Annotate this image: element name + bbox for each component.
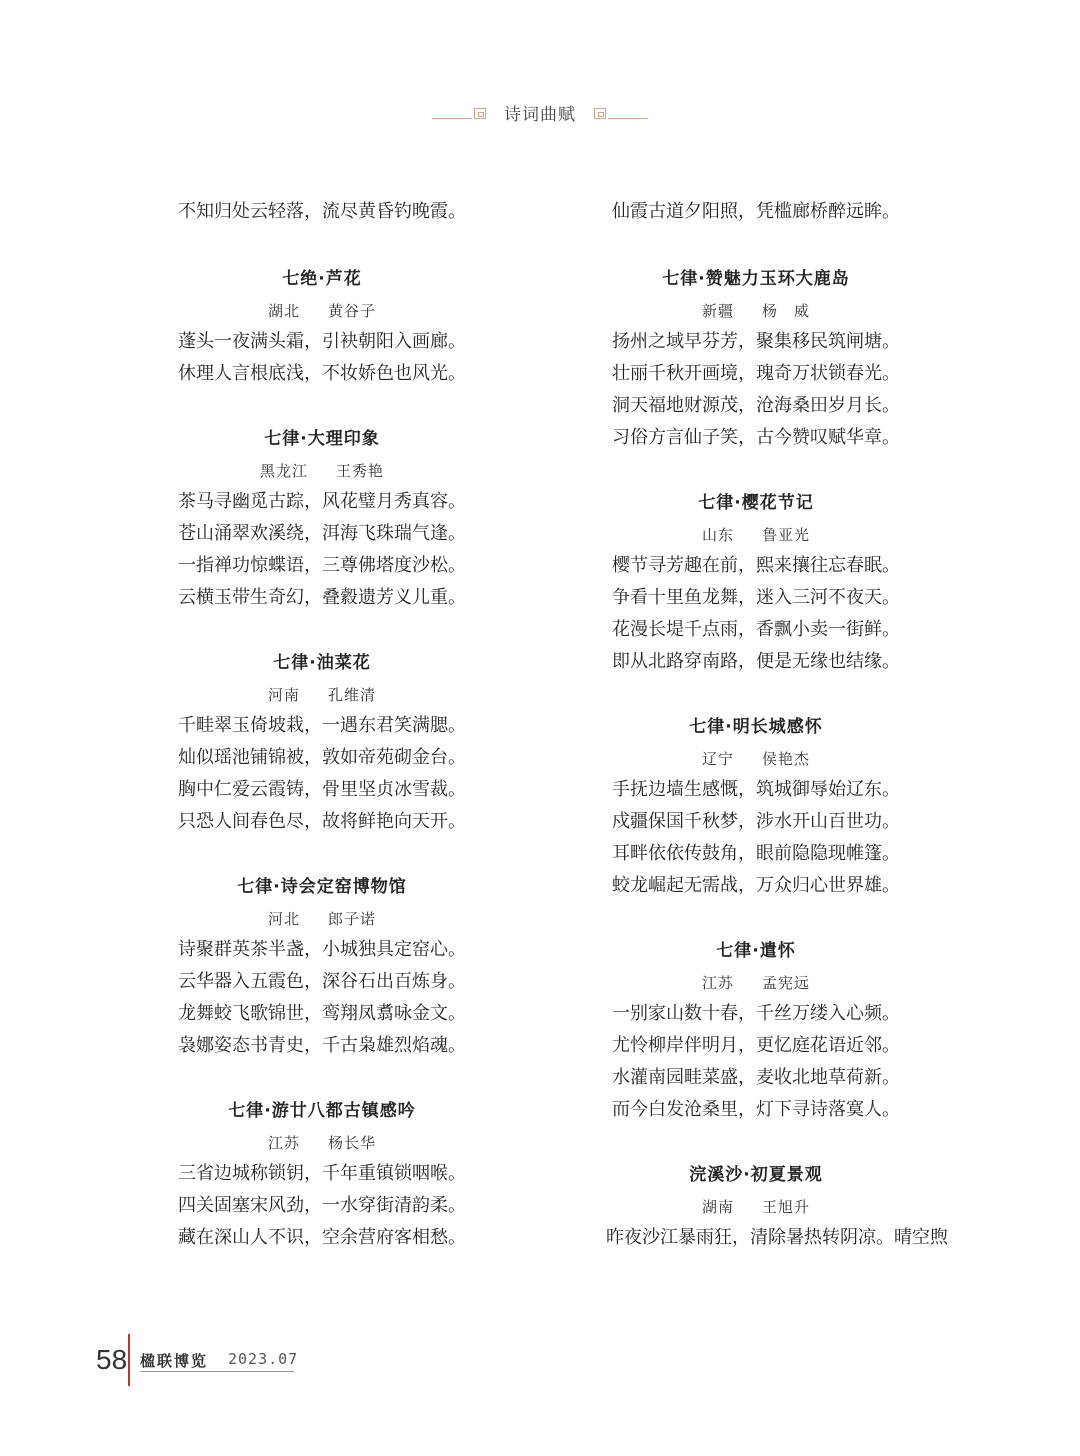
author-region: 新疆 — [701, 302, 734, 320]
author-name: 鲁亚光 — [762, 526, 811, 544]
poem-list-left — [172, 262, 472, 1254]
poem — [172, 262, 472, 390]
poem-title: 浣溪沙·初夏景观 — [689, 1165, 823, 1185]
section-header — [0, 98, 1080, 132]
poem — [606, 486, 906, 678]
author-region: 江苏 — [267, 1134, 300, 1152]
author-region: 河北 — [267, 910, 300, 928]
poem-byline — [606, 1192, 906, 1222]
poem-line: 藏在深山人不识，空余营府客相愁。 — [178, 1227, 466, 1248]
poem-line: 千畦翠玉倚坡栽，一遇东君笑满腮。 — [178, 715, 466, 736]
poem-title: 七律·遣怀 — [716, 941, 796, 961]
page-number: 58 — [96, 1344, 128, 1375]
poem-line: 水灌南园畦菜盛，麦收北地草荷新。 — [612, 1067, 900, 1088]
poem — [172, 870, 472, 1062]
poem-byline — [172, 296, 472, 326]
poem-byline — [606, 968, 906, 998]
poem-line: 即从北路穿南路，便是无缘也结缘。 — [612, 651, 900, 672]
poem-line: 龙舞蛟飞歌锦世，鸾翔凤翥咏金文。 — [178, 1003, 466, 1024]
footer-rule — [140, 1371, 294, 1372]
poem-byline — [606, 296, 906, 326]
left-column — [172, 196, 472, 1286]
author-region: 黑龙江 — [259, 462, 308, 480]
poem-line: 苍山涌翠欢溪绕，洱海飞珠瑞气逢。 — [178, 523, 466, 544]
author-region: 湖北 — [267, 302, 300, 320]
poem-line: 争看十里鱼龙舞，迷入三河不夜天。 — [612, 587, 900, 608]
poem-line: 诗聚群英茶半盏，小城独具定窑心。 — [178, 939, 466, 960]
poem-line: 扬州之域早芬芳，聚集移民筑闸塘。 — [612, 331, 900, 352]
poem-line: 洞天福地财源茂，沧海桑田岁月长。 — [612, 395, 900, 416]
footer-accent-bar — [128, 1334, 130, 1386]
header-rule-right — [608, 118, 648, 119]
poem-line: 云华器入五霞色，深谷石出百炼身。 — [178, 971, 466, 992]
continued-line: 仙霞古道夕阳照，凭槛廊桥醉远眸。 — [612, 201, 900, 222]
poem-title: 七律·大理印象 — [264, 429, 380, 449]
author-name: 王秀艳 — [336, 462, 385, 480]
poem-byline — [606, 744, 906, 774]
poem-line: 手抚边墙生感慨，筑城御辱始辽东。 — [612, 779, 900, 800]
poem-byline — [172, 680, 472, 710]
poem — [606, 710, 906, 902]
issue-date: 2023.07 — [228, 1350, 299, 1368]
author-name: 侯艳杰 — [762, 750, 811, 768]
poem-line: 灿似瑶池铺锦被，敦如帝苑砌金台。 — [178, 747, 466, 768]
poem-line: 昨夜沙江暴雨狂，清除暑热转阴凉。晴空煦 — [606, 1227, 948, 1248]
poem-title: 七律·诗会定窑博物馆 — [237, 877, 407, 897]
poem — [172, 422, 472, 614]
author-name: 王旭升 — [762, 1198, 811, 1216]
poem-line: 一别家山数十春，千丝万缕入心频。 — [612, 1003, 900, 1024]
header-rule-left — [432, 118, 472, 119]
poem-title: 七律·游廿八都古镇感吟 — [228, 1101, 416, 1121]
poem-line: 蓬头一夜满头霜，引袂朝阳入画廊。 — [178, 331, 466, 352]
poem-line: 花漫长堤千点雨，香飘小卖一街鲜。 — [612, 619, 900, 640]
continued-line: 不知归处云轻落，流尽黄昏钓晚霞。 — [178, 201, 466, 222]
poem-byline — [606, 520, 906, 550]
poem — [606, 934, 906, 1126]
poem-line: 胸中仁爱云霞铸，骨里坚贞冰雪裁。 — [178, 779, 466, 800]
poem-byline — [172, 456, 472, 486]
poem-line: 蛟龙崛起无需战，万众归心世界雄。 — [612, 875, 900, 896]
poem-title: 七绝·芦花 — [282, 269, 362, 289]
author-region: 湖南 — [701, 1198, 734, 1216]
author-region: 辽宁 — [701, 750, 734, 768]
author-name: 杨长华 — [328, 1134, 377, 1152]
author-name: 郎子诺 — [328, 910, 377, 928]
poem-line: 习俗方言仙子笑，古今赞叹赋华章。 — [612, 427, 900, 448]
poem-line: 耳畔依依传鼓角，眼前隐隐现帷篷。 — [612, 843, 900, 864]
poem-title: 七律·明长城感怀 — [689, 717, 823, 737]
poem-line: 袅娜姿态书青史，千古枭雄烈焰魂。 — [178, 1035, 466, 1056]
poem — [172, 1094, 472, 1254]
poem-line: 四关固塞宋风劲，一水穿街清韵柔。 — [178, 1195, 466, 1216]
author-name: 杨 威 — [762, 302, 811, 320]
poem-byline — [172, 1128, 472, 1158]
poem-title: 七律·赞魅力玉环大鹿岛 — [662, 269, 850, 289]
ornament-icon-right — [594, 108, 606, 119]
author-region: 江苏 — [701, 974, 734, 992]
poem-line: 云横玉带生奇幻，叠縠遗芳义儿重。 — [178, 587, 466, 608]
poem-byline — [172, 904, 472, 934]
poem-line: 壮丽千秋开画境，瑰奇万状锁春光。 — [612, 363, 900, 384]
poem-title: 七律·樱花节记 — [698, 493, 814, 513]
poem-line: 休理人言根底浅，不妆娇色也风光。 — [178, 363, 466, 384]
poem-list-right — [606, 262, 948, 1254]
poem-line: 樱节寻芳趣在前，熙来攘往忘春眠。 — [612, 555, 900, 576]
poem-line: 一指禅功惊蝶语，三尊佛塔度沙松。 — [178, 555, 466, 576]
author-region: 山东 — [701, 526, 734, 544]
poem-title: 七律·油菜花 — [273, 653, 371, 673]
poem-line: 戍疆保国千秋梦，涉水开山百世功。 — [612, 811, 900, 832]
author-region: 河南 — [267, 686, 300, 704]
magazine-name: 楹联博览 — [140, 1352, 209, 1370]
poem-line: 尤怜柳岸伴明月，更忆庭花语近邻。 — [612, 1035, 900, 1056]
poem — [172, 646, 472, 838]
poem-line: 三省边城称锁钥，千年重镇锁咽喉。 — [178, 1163, 466, 1184]
author-name: 黄谷子 — [328, 302, 377, 320]
author-name: 孟宪远 — [762, 974, 811, 992]
poem-line: 而今白发沧桑里，灯下寻诗落寞人。 — [612, 1099, 900, 1120]
poem — [606, 1158, 948, 1254]
poem-line: 茶马寻幽觅古踪，风花璧月秀真容。 — [178, 491, 466, 512]
right-column — [606, 196, 948, 1286]
poem-line: 只恐人间春色尽，故将鲜艳向天开。 — [178, 811, 466, 832]
ornament-icon-left — [474, 108, 486, 119]
author-name: 孔维清 — [328, 686, 377, 704]
poem — [606, 262, 906, 454]
section-title: 诗词曲赋 — [504, 105, 576, 125]
